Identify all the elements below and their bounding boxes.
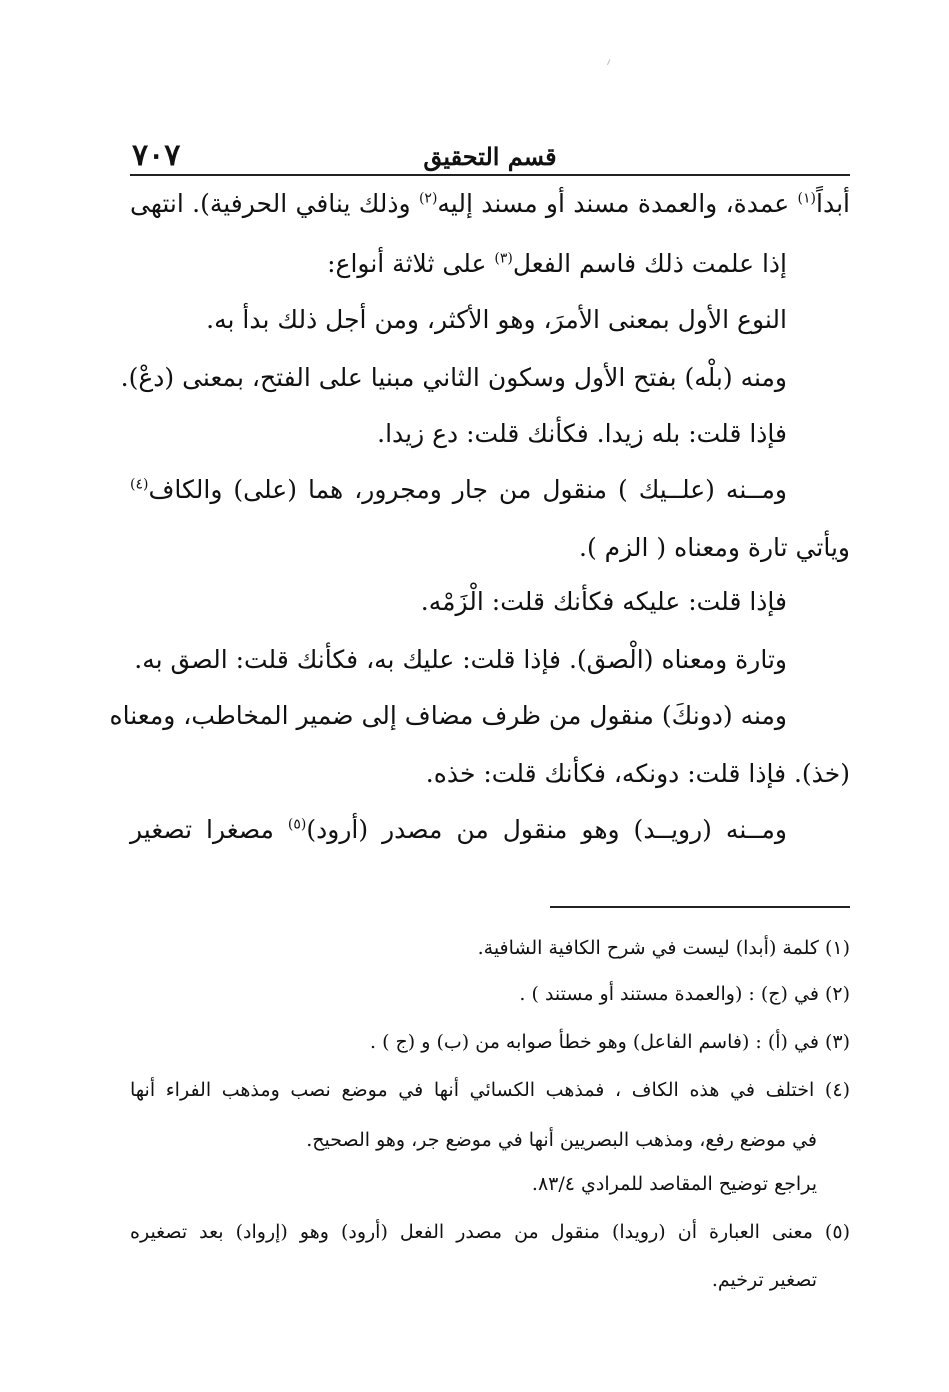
body-line-10: ومنه (دونكَ) منقول من ظرف مضاف إلى ضمير المخاطب، ومعناه [109, 701, 787, 730]
footnote-4b: في موضع رفع، ومذهب البصريين أنها في موضع جر، وهو الصحيح. [306, 1129, 817, 1151]
page-number: ٧٠٧ [132, 138, 181, 173]
footnote-divider [550, 906, 850, 908]
body-line-9: وتارة ومعناه (الْصق). فإذا قلت: عليك به، فكأنك قلت: الصق به. [134, 645, 787, 674]
body-line-3: النوع الأول بمعنى الأمرَ، وهو الأكثر، ومن أجل ذلك بدأ به. [206, 305, 787, 334]
body-line-5: فإذا قلت: بله زيدا. فكأنك قلت: دع زيدا. [377, 419, 787, 448]
body-line-6: ومــنه (علــيك ) منقول من جار ومجرور، هما (على) والكاف$^{(٤)}$ [130, 475, 787, 504]
footnote-4a: (٤) اختلف في هذه الكاف ، فمذهب الكسائي أنها في موضع نصب ومذهب الفراء أنها [130, 1079, 850, 1101]
body-line-4: ومنه (بلْه) بفتح الأول وسكون الثاني مبنيا على الفتح، بمعنى (دعْ). [120, 363, 787, 392]
footnote-2: (٢) في (ج) : (والعمدة مستند أو مستند ) . [519, 983, 850, 1005]
body-line-12: ومــنه (رويــد) وهو منقول من مصدر (أرود)$^{(٥)}$ مصغرا تصغير [130, 815, 787, 844]
body-line-7: ويأتي تارة ومعناه ( الزم ). [579, 533, 850, 562]
body-line-8: فإذا قلت: عليكه فكأنك قلت: الْزَمْه. [420, 587, 787, 616]
footnote-1: (١) كلمة (أبدا) ليست في شرح الكافية الشافية. [477, 937, 850, 959]
body-line-1: أبداً$^{(١)}$ عمدة، والعمدة مسند أو مسند إليه$^{(٢)}$ وذلك ينافي الحرفية). انتهى [130, 189, 850, 218]
footnote-5b: تصغير ترخيم. [711, 1269, 817, 1291]
footnote-4c: يراجع توضيح المقاصد للمرادي ٨٣/٤. [531, 1173, 817, 1195]
body-line-2: إذا علمت ذلك فاسم الفعل$^{(٣)}$ على ثلاثة أنواع: [327, 249, 787, 278]
footnote-5a: (٥) معنى العبارة أن (رويدا) منقول من مصدر الفعل (أرود) وهو (إرواد) بعد تصغيره [130, 1221, 850, 1243]
footnote-3: (٣) في (أ) : (فاسم الفاعل) وهو خطأ صوابه من (ب) و (ج ) . [370, 1031, 850, 1053]
running-title: قسم التحقيق [423, 142, 557, 171]
scan-speck [607, 59, 614, 67]
body-line-11: (خذ). فإذا قلت: دونكه، فكأنك قلت: خذه. [425, 759, 850, 788]
page-header [130, 138, 850, 176]
